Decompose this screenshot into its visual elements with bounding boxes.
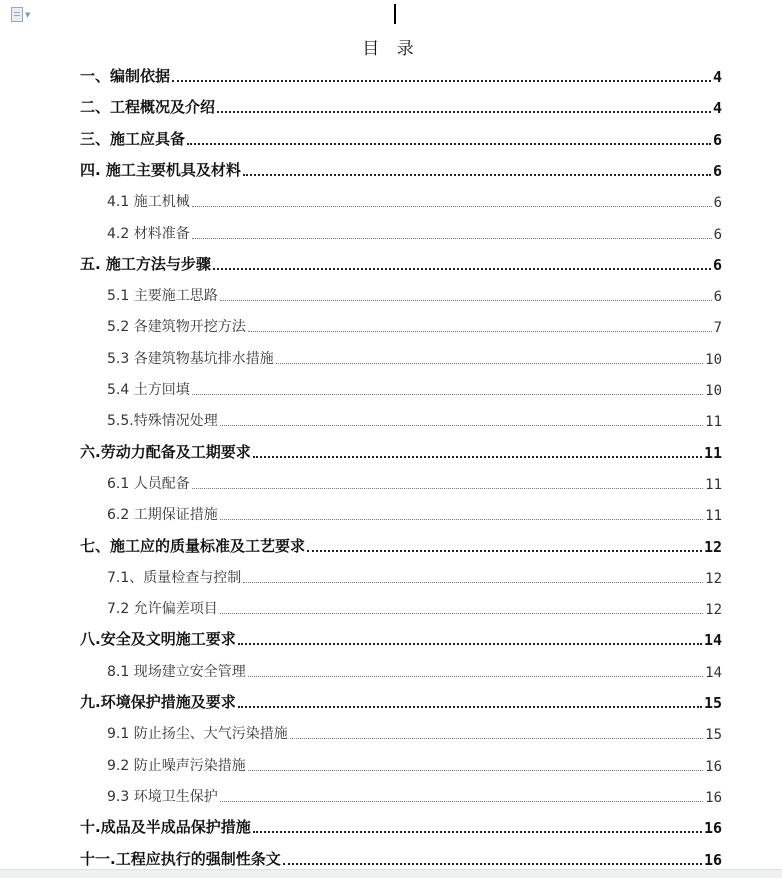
- toc-entry-page: 15: [703, 694, 722, 712]
- toc-entry-page: 6: [712, 255, 722, 274]
- toc-entry[interactable]: [80, 849, 722, 869]
- dot-leader: [276, 363, 703, 364]
- toc-entry-label: 7.2 允许偏差项目: [107, 601, 218, 618]
- toc-entry-label: 七、施工应的质量标准及工艺要求: [80, 536, 306, 555]
- toc-entry-page: 12: [705, 602, 722, 619]
- toc-entry-page: 11: [705, 476, 722, 493]
- page-bottom-edge: [0, 869, 782, 878]
- toc-entry-page: 14: [703, 631, 722, 650]
- toc-entry[interactable]: [80, 254, 722, 274]
- toc-entry[interactable]: [80, 629, 722, 649]
- toc-entry[interactable]: [107, 348, 722, 368]
- dot-leader: [238, 643, 702, 645]
- toc-entry[interactable]: [107, 316, 722, 336]
- dot-leader: [192, 488, 703, 489]
- toc-entry[interactable]: [107, 567, 722, 587]
- dot-leader: [220, 300, 712, 301]
- toc-entry-label: 十一.工程应执行的强制性条文: [80, 849, 281, 868]
- toc-title: 目 录: [362, 39, 420, 59]
- toc-entry[interactable]: [107, 786, 722, 806]
- toc-entry-label: 四. 施工主要机具及材料: [80, 160, 241, 179]
- toc-entry-label: 5.1 主要施工思路: [107, 288, 218, 305]
- toc-entry[interactable]: [107, 661, 722, 681]
- dot-leader: [192, 394, 703, 395]
- toc-entry[interactable]: [107, 755, 722, 775]
- toc-entry-page: 6: [713, 226, 722, 243]
- toc-entry-page: 14: [705, 664, 722, 681]
- toc-entry-page: 15: [705, 727, 722, 744]
- dot-leader: [238, 706, 702, 708]
- text-cursor: [394, 4, 396, 24]
- toc-entry-label: 8.1 现场建立安全管理: [107, 663, 246, 680]
- dot-leader: [248, 331, 712, 332]
- dot-leader: [253, 831, 702, 833]
- toc-entry-label: 六.劳动力配备及工期要求: [80, 442, 251, 461]
- toc-entry[interactable]: [80, 442, 722, 462]
- dot-leader: [290, 738, 703, 739]
- toc-entry-page: 16: [705, 789, 722, 806]
- toc-entry[interactable]: [107, 598, 722, 618]
- page-glyph: [11, 7, 23, 22]
- document-icon[interactable]: [11, 7, 30, 22]
- toc-entry-label: 九.环境保护措施及要求: [80, 693, 236, 711]
- toc-entry-label: 6.1 人员配备: [107, 475, 190, 492]
- dot-leader: [220, 613, 703, 614]
- toc-entry[interactable]: [107, 223, 722, 243]
- chevron-down-icon: ▼: [25, 10, 31, 19]
- toc-entry[interactable]: [107, 504, 722, 524]
- toc-entry[interactable]: [107, 379, 722, 399]
- dot-leader: [243, 174, 711, 176]
- toc-entry-page: 11: [705, 414, 722, 431]
- toc-entry-label: 9.2 防止噪声污染措施: [107, 757, 246, 774]
- dot-leader: [217, 111, 711, 113]
- toc-entry-page: 11: [703, 443, 722, 462]
- toc-entry-page: 6: [712, 130, 722, 149]
- toc-entry-label: 十.成品及半成品保护措施: [80, 818, 251, 837]
- toc-entry[interactable]: [80, 160, 722, 180]
- dot-leader: [192, 238, 712, 239]
- dot-leader: [220, 801, 703, 802]
- toc-entry-page: 6: [713, 289, 722, 306]
- toc-entry[interactable]: [107, 285, 722, 305]
- toc-entry-label: 4.2 材料准备: [107, 225, 190, 242]
- toc-entry-page: 16: [703, 819, 722, 838]
- toc-entry-label: 5.4 土方回填: [107, 382, 190, 398]
- toc-entry-label: 9.3 环境卫生保护: [107, 788, 218, 805]
- dot-leader: [253, 456, 702, 458]
- toc-entry[interactable]: [107, 473, 722, 493]
- toc-entry-page: 16: [703, 850, 722, 869]
- toc-entry[interactable]: [80, 129, 722, 149]
- toc-entry-page: 16: [705, 758, 722, 775]
- toc-entry-page: 4: [712, 99, 722, 118]
- toc-entry-label: 五. 施工方法与步骤: [80, 254, 211, 273]
- toc-entry-label: 三、施工应具备: [80, 129, 186, 148]
- toc-entry-label: 二、工程概况及介绍: [80, 98, 216, 117]
- dot-leader: [192, 206, 712, 207]
- dot-leader: [248, 770, 703, 771]
- toc-entry-label: 9.1 防止扬尘、大气污染措施: [107, 726, 288, 743]
- dot-leader: [248, 676, 703, 677]
- dot-leader: [172, 80, 711, 82]
- toc-entry-label: 5.2 各建筑物开挖方法: [107, 319, 246, 336]
- toc-entry-page: 4: [712, 68, 722, 86]
- toc-entry[interactable]: [80, 817, 722, 837]
- toc-entry-label: 八.安全及文明施工要求: [80, 630, 236, 649]
- toc-entry-page: 11: [705, 508, 722, 525]
- dot-leader: [243, 582, 703, 583]
- dot-leader: [220, 425, 703, 426]
- dot-leader: [213, 268, 711, 270]
- toc-entry[interactable]: [80, 97, 722, 117]
- toc-entry-label: 7.1、质量检查与控制: [107, 569, 242, 586]
- dot-leader: [187, 143, 711, 145]
- dot-leader: [220, 519, 703, 520]
- toc-entry-page: 10: [705, 351, 722, 368]
- toc-entry-page: 10: [705, 383, 722, 399]
- toc-entry[interactable]: [80, 536, 722, 556]
- toc-entry-page: 6: [713, 195, 722, 212]
- dot-leader: [283, 863, 702, 865]
- toc-entry[interactable]: [80, 66, 722, 86]
- toc-entry-label: 5.3 各建筑物基坑排水措施: [107, 350, 274, 367]
- toc-entry-page: 12: [705, 570, 722, 587]
- toc-entry[interactable]: [80, 692, 722, 712]
- toc-entry[interactable]: [107, 191, 722, 211]
- toc-entry-page: 7: [713, 320, 722, 337]
- toc-entry-label: 6.2 工期保证措施: [107, 507, 218, 524]
- toc-entry-page: 6: [712, 161, 722, 180]
- toc-entry[interactable]: [107, 723, 722, 743]
- dot-leader: [307, 550, 702, 552]
- toc-entry-label: 4.1 施工机械: [107, 194, 190, 211]
- toc-entry-label: 一、编制依据: [80, 67, 171, 85]
- toc-entry-label: 5.5.特殊情况处理: [107, 413, 218, 430]
- toc-entry[interactable]: [107, 410, 722, 430]
- toc-entry-page: 12: [703, 537, 722, 556]
